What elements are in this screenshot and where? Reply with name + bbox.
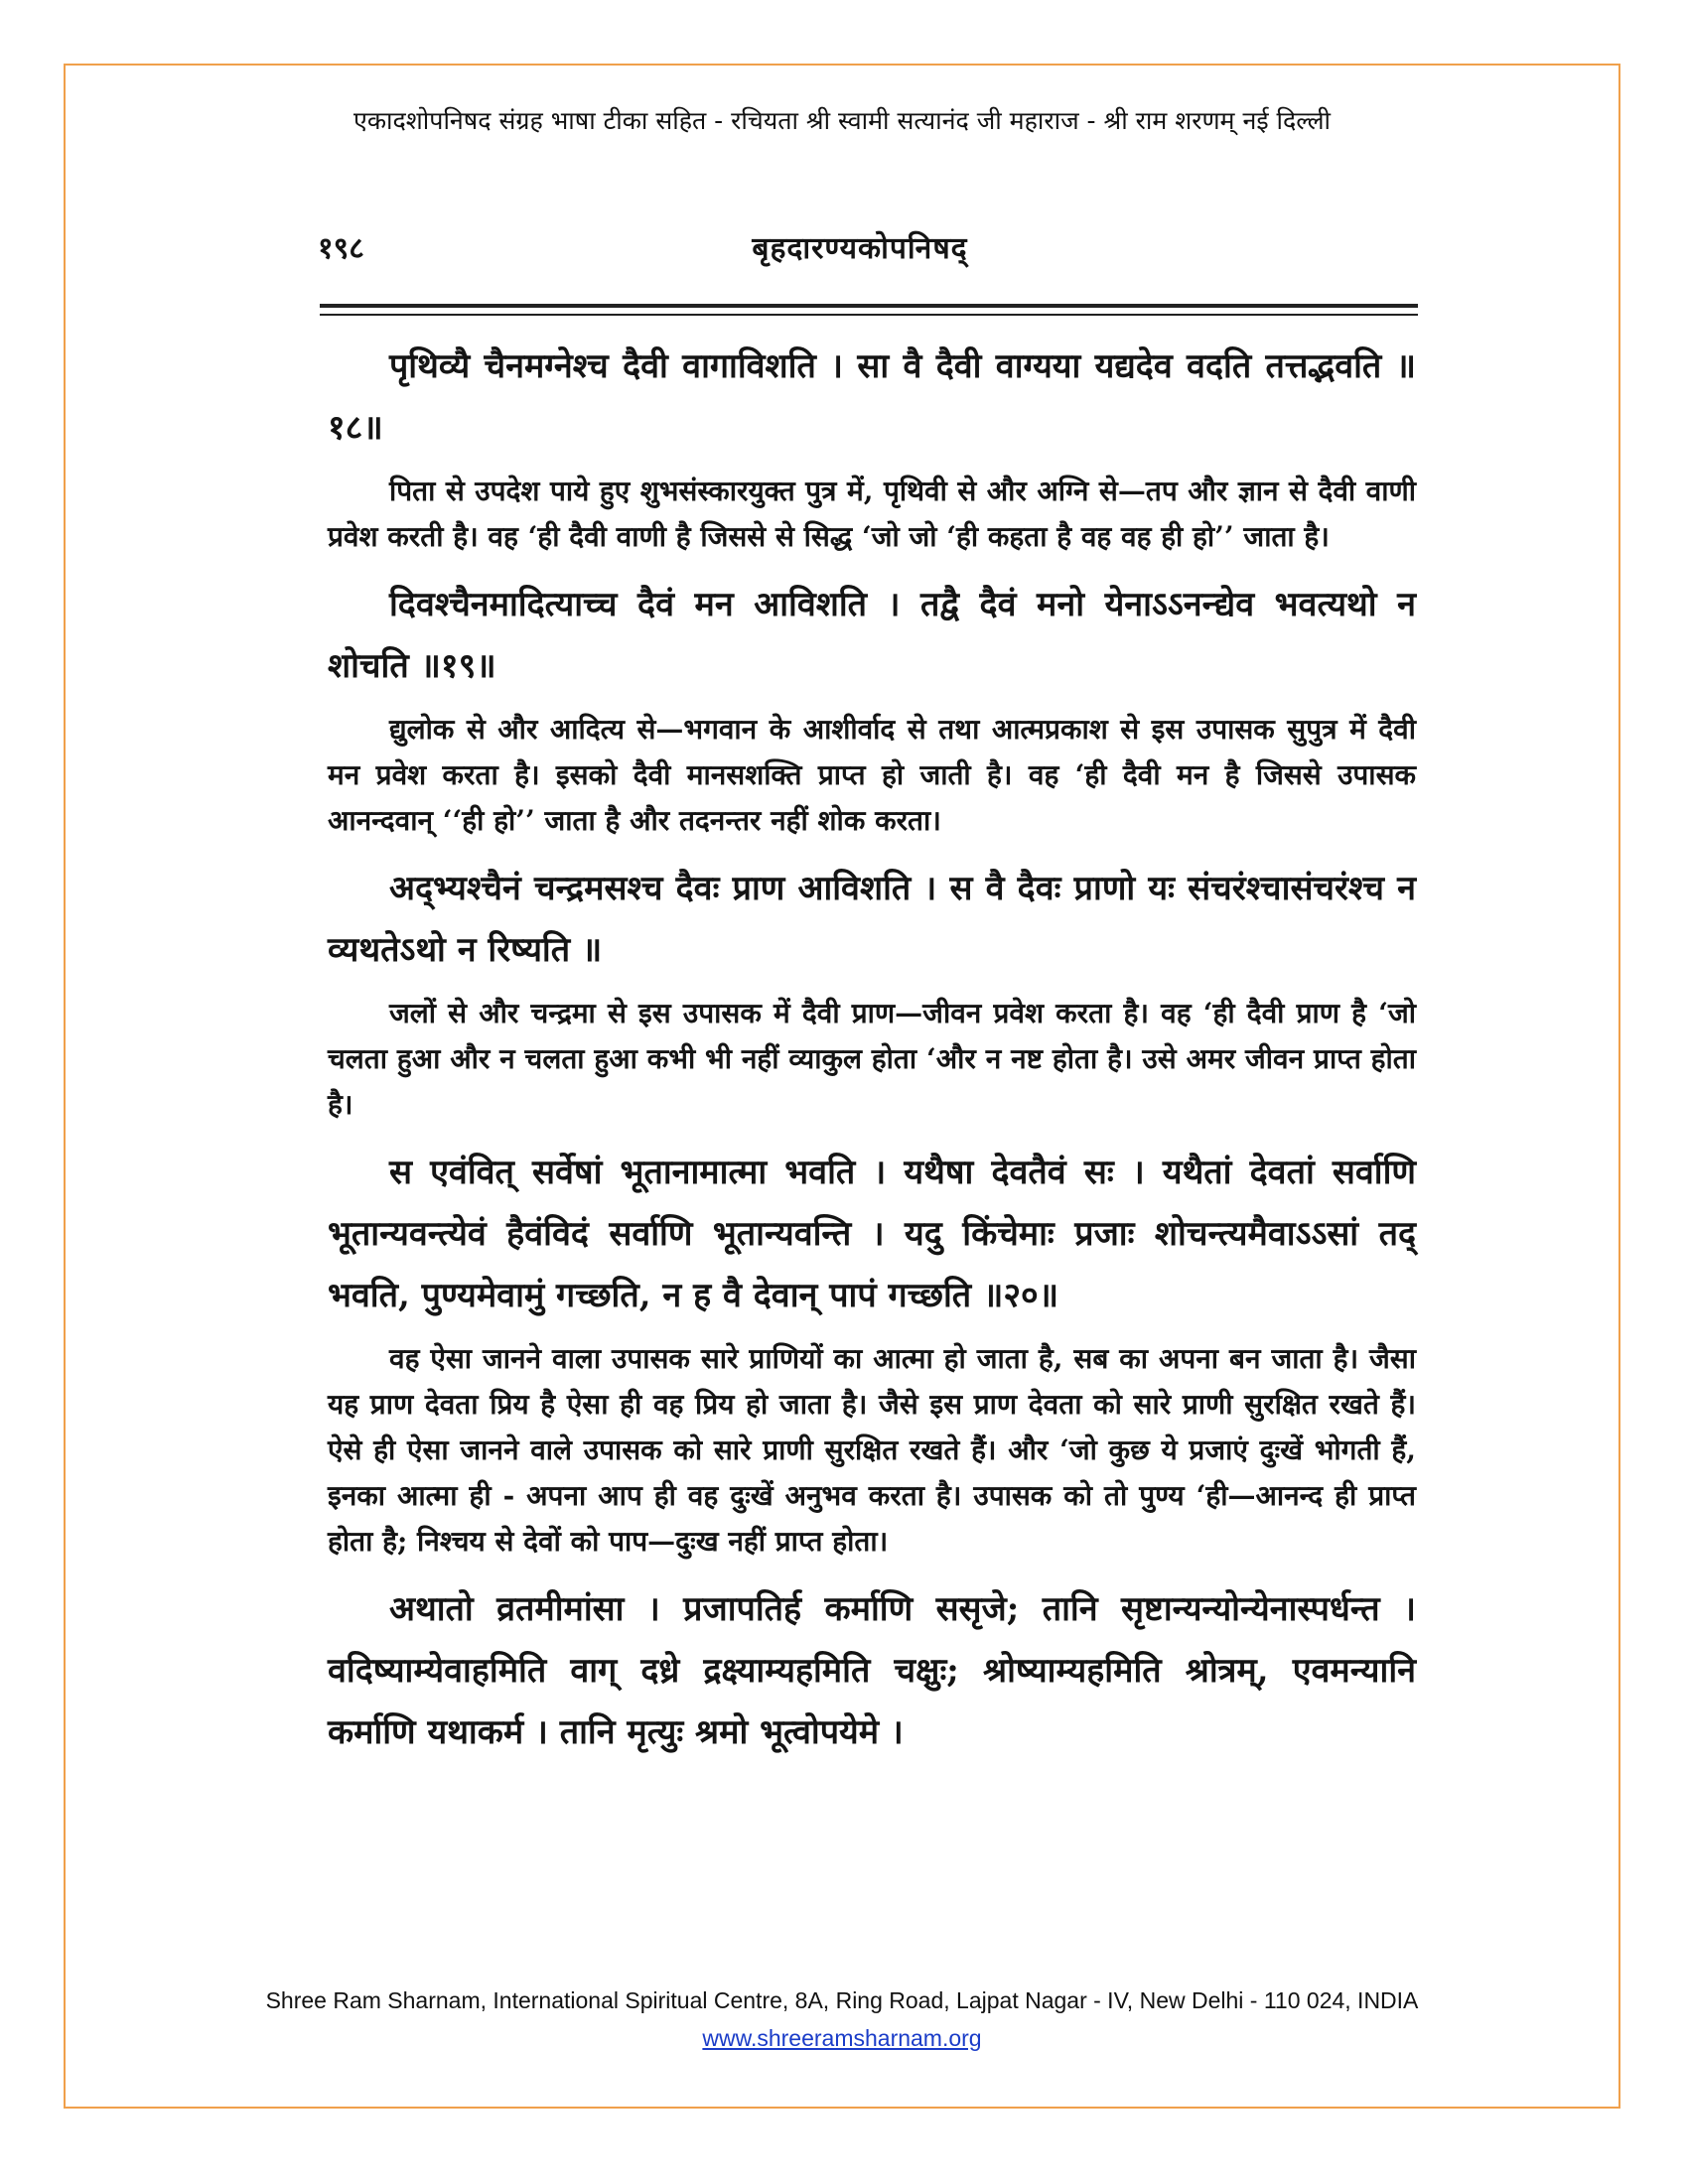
running-title: बृहदारण्यकोपनिषद् [752,231,968,266]
scanned-page [294,218,1426,1926]
verse-vratamimamsa: अथातो व्रतमीमांसा । प्रजापतिर्ह कर्माणि ससृजे; तानि सृष्टान्यन्योन्येनास्पर्धन्त । वदिष्याम्येवाहमिति वाग् दध्रे द्रक्ष्याम्यहमिति चक्षुः; श्रोष्याम्यहमिति श्रोत्रम्, एवमन्यानि कर्माणि यथाकर्म । तानि मृत्युः श्रमो भूत्वोपयेमे । [328,1589,1416,1752]
commentary-18: पिता से उपदेश पाये हुए शुभसंस्कारयुक्त पुत्र में, पृथिवी से और अग्नि से—तप और ज्ञान से दैवी वाणी प्रवेश करती है। वह ‘ही दैवी वाणी है जिससे से सिद्ध ‘जो जो ‘ही कहता है वह वह ही हो’’ जाता है। [328,475,1416,553]
verse-18: पृथिव्यै चैनमग्नेश्च दैवी वागाविशति । सा वै दैवी वाग्यया यद्यदेव वदति तत्तद्भवति ॥१८॥ [328,346,1416,448]
footer-address: Shree Ram Sharnam, International Spiritual Centre, 8A, Ring Road, Lajpat Nagar - IV, New Delhi - 110 024, INDIA [265,1987,1419,2013]
document-header: एकादशोपनिषद संग्रह भाषा टीका सहित - रचियता श्री स्वामी सत्यानंद जी महाराज - श्री राम शरणम् नई दिल्ली [353,106,1331,135]
header-rule-thin [320,314,1418,316]
header-rule-thick [320,304,1418,308]
commentary-20: वह ऐसा जानने वाला उपासक सारे प्राणियों का आत्मा हो जाता है, सब का अपना बन जाता है। जैसा यह प्राण देवता प्रिय है ऐसा ही वह प्रिय हो जाता है। जैसे इस प्राण देवता को सारे प्राणी सुरक्षित रखते हैं। ऐसे ही ऐसा जानने वाले उपासक को सारे प्राणी सुरक्षित रखते हैं। और ‘जो कुछ ये प्रजाएं दुःखें भोगती हैं, इनका आत्मा ही - अपना आप ही वह दुःखें अनुभव करता है। उपासक को तो पुण्य ‘ही—आनन्द ही प्राप्त होता है; निश्चय से देवों को पाप—दुःख नहीं प्राप्त होता। [328,1342,1416,1558]
verse-20: स एवंवित् सर्वेषां भूतानामात्मा भवति । यथैषा देवतैवं सः । यथैतां देवतां सर्वाणि भूतान्यवन्त्येवं हैवंविदं सर्वाणि भूतान्यवन्ति । यदु किंचेमाः प्रजाः शोचन्त्यमैवाऽऽसां तद् भवति, पुण्यमेवामुं गच्छति, न ह वै देवान् पापं गच्छति ॥२०॥ [328,1153,1416,1315]
page-content [328,336,1416,1773]
page-head [294,218,1426,278]
footer-website [64,2025,1620,2052]
verse-19: दिवश्चैनमादित्याच्च दैवं मन आविशति । तद्वै दैवं मनो येनाऽऽनन्द्येव भवत्यथो न शोचति ॥१९॥ [328,585,1416,686]
commentary-19: द्युलोक से और आदित्य से—भगवान के आशीर्वाद से तथा आत्मप्रकाश से इस उपासक सुपुत्र में दैवी मन प्रवेश करता है। इसको दैवी मानसशक्ति प्राप्त हो जाती है। वह ‘ही दैवी मन है जिससे उपासक आनन्दवान् ‘‘ही हो’’ जाता है और तदनन्तर नहीं शोक करता। [328,713,1416,837]
website-link[interactable]: www.shreeramsharnam.org [702,2025,982,2051]
commentary-prana: जलों से और चन्द्रमा से इस उपासक में दैवी प्राण—जीवन प्रवेश करता है। वह ‘ही दैवी प्राण है ‘जो चलता हुआ और न चलता हुआ कभी भी नहीं व्याकुल होता ‘और न नष्ट होता है। उसे अमर जीवन प्राप्त होता है। [328,997,1416,1121]
verse-prana: अद्भ्यश्चैनं चन्द्रमसश्च दैवः प्राण आविशति । स वै दैवः प्राणो यः संचरंश्चासंचरंश्च न व्यथतेऽथो न रिष्यति ॥ [328,869,1416,970]
page-number: १९८ [318,231,364,266]
